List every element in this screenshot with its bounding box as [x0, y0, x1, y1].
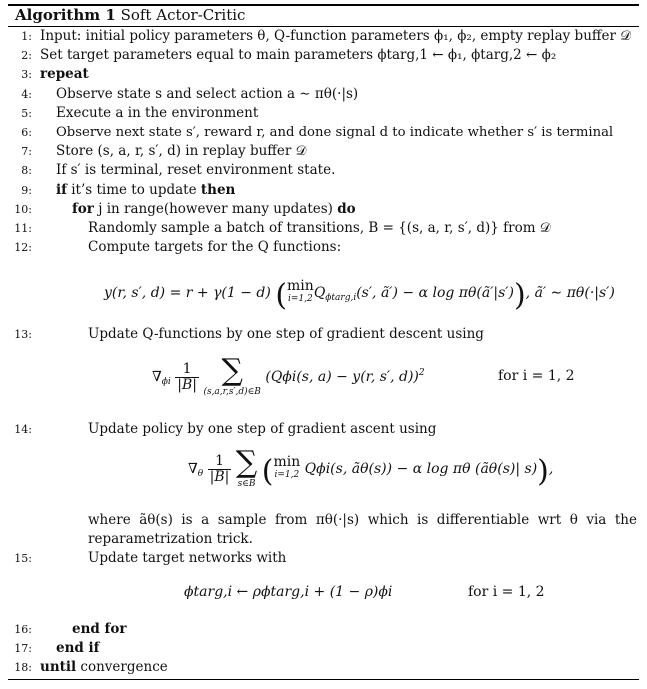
line-number: 16:: [14, 623, 32, 636]
open-paren: (: [261, 454, 274, 489]
line-number: 9:: [21, 184, 32, 197]
targets-tail: , ã′ ∼ πθ(·|s′): [525, 285, 615, 301]
line-number: 3:: [21, 68, 32, 81]
q-loss-for: for i = 1, 2: [498, 368, 575, 384]
line-17-text: end if: [56, 640, 100, 656]
line-5-text: Execute a in the environment: [56, 105, 259, 121]
fraction-numerator: 1: [208, 454, 232, 470]
algorithm-title: [15, 6, 245, 24]
nabla-sub: ϕi: [161, 377, 171, 387]
target-update-equation: ϕtarg,i ← ρϕtarg,i + (1 − ρ)ϕi: [184, 584, 393, 600]
targets-equation: [104, 278, 615, 313]
where-paragraph: where ãθ(s) is a sample from πθ(·|s) which is differentiable wrt θ via the reparametrization trick.: [88, 512, 637, 547]
line-2-text: Set target parameters equal to main parameters ϕtarg,1 ← ϕ₁, ϕtarg,2 ← ϕ₂: [40, 47, 557, 63]
policy-fraction: [208, 454, 232, 485]
line-9-body: it’s time to update: [66, 182, 201, 198]
line-number: 14:: [14, 423, 32, 436]
nabla-sub: θ: [197, 469, 204, 479]
targets-q: Q: [313, 285, 326, 301]
line-13-text: Update Q-functions by one step of gradient descent using: [88, 326, 484, 342]
q-loss-fraction: [175, 362, 199, 393]
bottom-rule: [8, 679, 639, 680]
q-loss-sum: [203, 353, 261, 398]
line-number: 10:: [14, 203, 32, 216]
line-12-text: Compute targets for the Q functions:: [88, 239, 342, 255]
line-15-text: Update target networks with: [88, 550, 287, 566]
policy-min: [273, 456, 300, 482]
line-number: 11:: [14, 222, 32, 235]
min-limit: i=1,2: [288, 294, 313, 304]
line-number: 2:: [21, 49, 32, 62]
algorithm-label: Algorithm 1: [15, 6, 116, 24]
line-16-text: end for: [72, 621, 127, 637]
policy-tail: ,: [548, 461, 554, 477]
line-number: 8:: [21, 164, 32, 177]
do-keyword: do: [337, 201, 356, 217]
line-10-body: j in range(however many updates): [93, 201, 338, 217]
q-loss-body: (Qϕi(s, a) − y(r, s′, d)): [265, 369, 419, 385]
sum-limit: s∈B: [237, 479, 256, 489]
q-loss-power: 2: [418, 368, 425, 378]
line-number: 13:: [14, 328, 32, 341]
line-number: 18:: [14, 661, 32, 674]
line-7-text: Store (s, a, r, s′, d) in replay buffer 𝒟: [56, 143, 307, 159]
target-update-for: for i = 1, 2: [468, 584, 545, 600]
open-paren: (: [275, 278, 288, 313]
until-keyword: until: [40, 659, 77, 675]
line-3-text: repeat: [40, 66, 89, 82]
min-limit: i=1,2: [274, 470, 300, 480]
line-number: 7:: [21, 145, 32, 158]
policy-sum: [235, 445, 258, 490]
algorithm-name: Soft Actor-Critic: [120, 6, 246, 24]
fraction-denominator: |B|: [209, 468, 230, 485]
line-number: 17:: [14, 642, 32, 655]
q-loss-equation: [152, 353, 425, 398]
nabla-symbol: ∇: [152, 369, 162, 385]
for-keyword: for: [72, 201, 94, 217]
sum-sign: ∑: [221, 353, 243, 388]
sum-limit: (s,a,r,s′,d)∈B: [203, 387, 261, 397]
line-8-text: If s′ is terminal, reset environment state.: [56, 162, 336, 178]
then-keyword: then: [200, 182, 236, 198]
line-18-body: convergence: [76, 659, 168, 675]
line-6-text: Observe next state s′, reward r, and done signal d to indicate whether s′ is terminal: [56, 125, 614, 140]
fraction-denominator: |B|: [177, 376, 197, 393]
if-keyword: if: [56, 182, 67, 198]
line-number: 1:: [21, 30, 32, 43]
line-4-text: Observe state s and select action a ∼ πθ(·|s): [56, 86, 359, 102]
line-18-text: [40, 658, 168, 677]
close-paren: ): [537, 454, 549, 489]
fraction-numerator: 1: [175, 362, 199, 378]
targets-q-sub: ϕtarg,i: [325, 293, 357, 303]
targets-min: [287, 280, 314, 306]
nabla-symbol: ∇: [188, 461, 198, 477]
targets-lhs: y(r, s′, d) = r + γ(1 − d): [104, 285, 271, 301]
line-number: 15:: [14, 552, 32, 565]
targets-q-args: (s′, ã′) − α log πθ(ã′|s′): [356, 285, 514, 301]
line-14-text: Update policy by one step of gradient ascent using: [88, 421, 437, 437]
policy-body: Qϕi(s, ãθ(s)) − α log πθ (ãθ(s)| s): [304, 461, 538, 477]
line-1-text: Input: initial policy parameters θ, Q-function parameters ϕ₁, ϕ₂, empty replay buffer 𝒟: [40, 28, 631, 44]
line-number: 4:: [21, 88, 32, 101]
min-operator: min: [273, 454, 301, 470]
policy-equation: [188, 445, 554, 490]
line-9-text: [56, 181, 235, 200]
line-10-text: [72, 200, 356, 219]
line-number: 6:: [21, 126, 32, 139]
sum-sign: ∑: [235, 445, 258, 480]
min-operator: min: [287, 278, 314, 294]
line-number: 5:: [21, 107, 32, 120]
close-paren: ): [513, 278, 526, 313]
line-11-text: Randomly sample a batch of transitions, B = {(s, a, r, s′, d)} from 𝒟: [88, 220, 551, 236]
line-number: 12:: [14, 241, 32, 254]
